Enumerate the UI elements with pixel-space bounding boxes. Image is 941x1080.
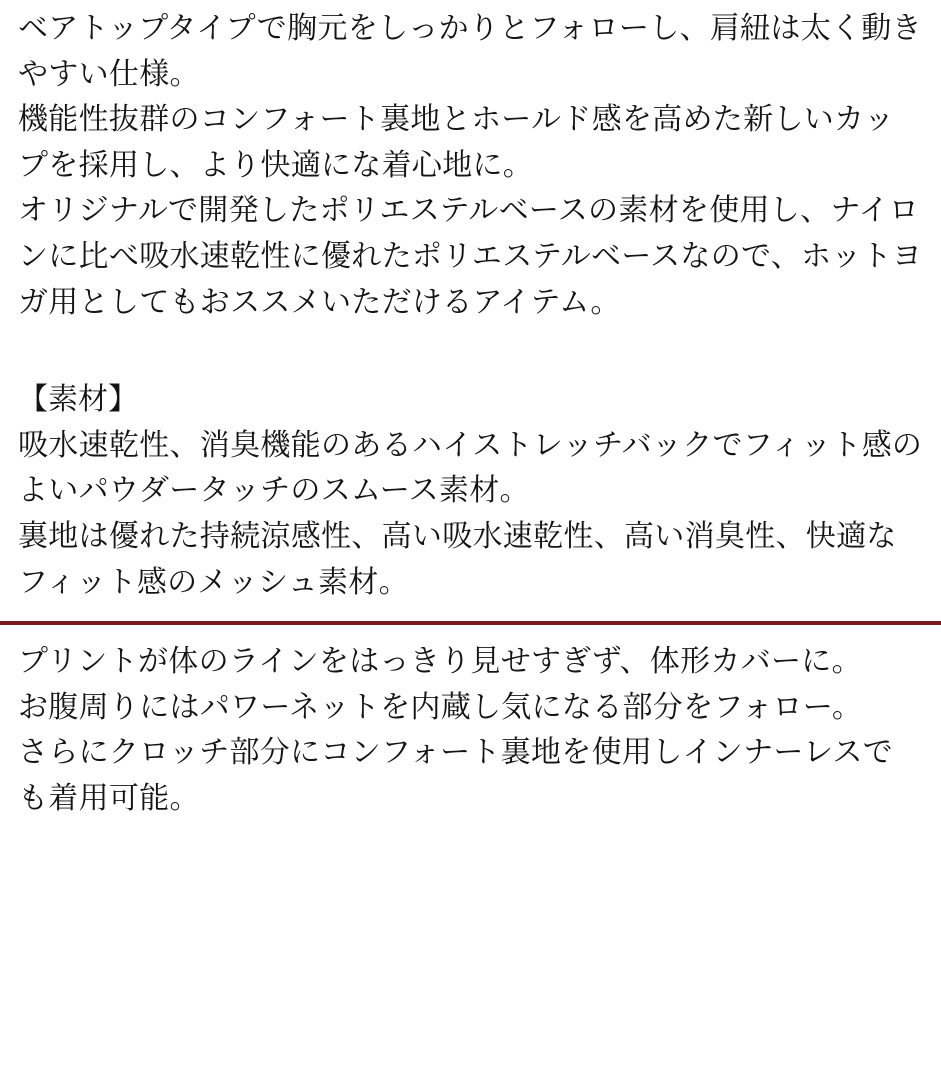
material-heading: 【素材】 [18,382,138,418]
paragraph: オリジナルで開発したポリエステルベースの素材を使用し、ナイロンに比べ吸水速乾性に優れたポリエステルベースなので、ホットヨガ用としてもおススメいただけるアイテム。 [18,193,923,320]
paragraph: 裏地は優れた持続涼感性、高い吸水速乾性、高い消臭性、快適なフィット感のメッシュ素材。 [18,518,897,600]
paragraph: お腹周りにはパワーネットを内蔵し気になる部分をフォロー。 [18,689,863,725]
paragraph: プリントが体のラインをはっきり見せすぎず、体形カバーに。 [18,644,862,680]
paragraph: ベアトップタイプで胸元をしっかりとフォローし、肩紐は太く動きやすい仕様。 [18,11,922,92]
paragraph: 吸水速乾性、消臭機能のあるハイストレッチバックでフィット感のよいパウダータッチのスムース素材。 [18,427,923,509]
paragraph: 機能性抜群のコンフォート裏地とホールド感を高めた新しいカップを採用し、より快適にな着心地に。 [18,102,895,183]
paragraph: さらにクロッチ部分にコンフォート裏地を使用しインナーレスでも着用可能。 [18,735,894,816]
paragraph-spacer [18,325,923,377]
section-product-features-lower [0,625,941,821]
